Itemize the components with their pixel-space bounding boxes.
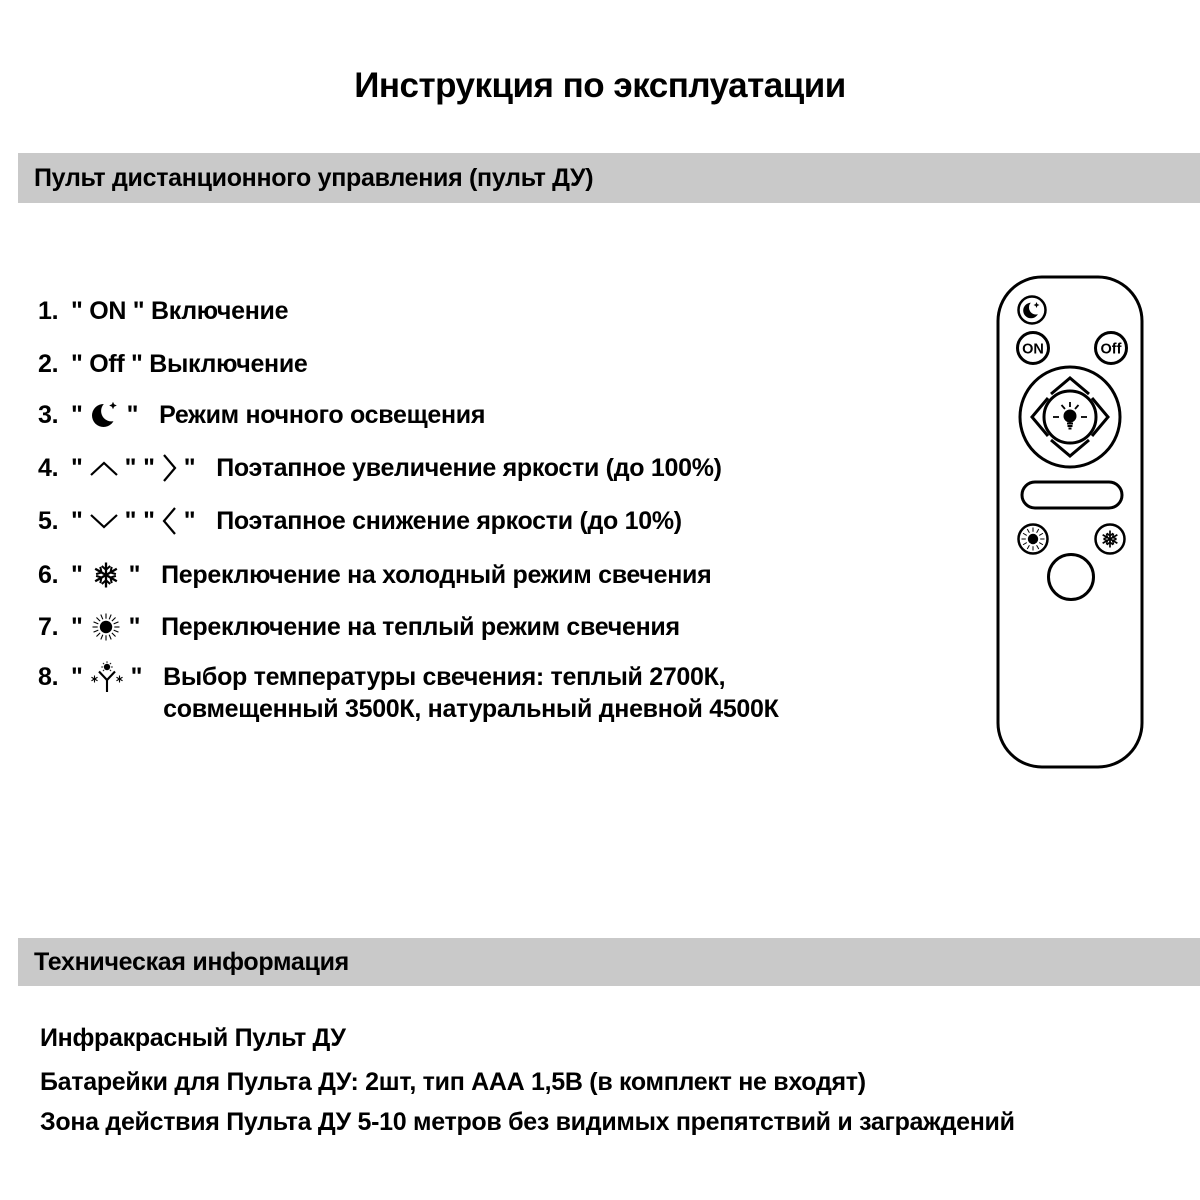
list-item-off [38, 346, 308, 382]
remote-off-button [1096, 333, 1127, 364]
color-temperature-icon [90, 661, 124, 695]
item-number: 4. [38, 453, 59, 482]
list-item-brightness-up [38, 450, 722, 486]
quote-mark: " [128, 612, 141, 641]
item-text-line1: Выбор температуры свечения: теплый 2700К, [163, 663, 726, 691]
quote-mark: " [126, 400, 139, 429]
tech-info-line: Батарейки для Пульта ДУ: 2шт, тип ААА 1,5В (в комплект не входят) [40, 1068, 866, 1096]
section-header-tech-label: Техническая информация [34, 947, 349, 976]
chevron-up-icon [89, 460, 119, 477]
remote-warm-button [1019, 525, 1048, 554]
remote-illustration [985, 265, 1160, 795]
remote-cold-button [1096, 525, 1125, 554]
remote-off-label: Off [1100, 341, 1122, 358]
list-item-on [38, 293, 288, 329]
snowflake-icon [1103, 531, 1118, 548]
item-number: 5. [38, 506, 59, 535]
item-number: 8. [38, 663, 59, 691]
chevron-down-icon [89, 513, 119, 530]
quote-mark: " [130, 663, 143, 691]
light-bulb-icon [1053, 402, 1087, 429]
item-text: Переключение на теплый режим свечения [161, 612, 680, 641]
page-title: Инструкция по эксплуатации [354, 66, 846, 105]
item-text: Поэтапное снижение яркости (до 10%) [216, 506, 682, 535]
tech-info-line: Зона действия Пульта ДУ 5-10 метров без видимых препятствий и заграждений [40, 1108, 1015, 1136]
quote-mark: " [128, 560, 141, 589]
remote-night-button [1019, 297, 1046, 324]
chevron-left-icon [1032, 398, 1048, 436]
sun-icon [90, 611, 122, 643]
item-text: Режим ночного освещения [159, 400, 486, 429]
item-text: Переключение на холодный режим свечения [161, 560, 712, 589]
section-header-tech [18, 938, 1200, 986]
item-number: 7. [38, 612, 59, 641]
list-item-cold-mode [38, 557, 711, 593]
quote-mark: " [124, 453, 137, 482]
quote-mark: " [71, 612, 83, 641]
tech-info-line: Инфракрасный Пульт ДУ [40, 1024, 346, 1052]
remote-pill-button [1022, 482, 1122, 508]
moon-star-icon [90, 399, 120, 431]
remote-dpad [1020, 367, 1120, 467]
snowflake-icon [90, 559, 122, 591]
item-number: 6. [38, 560, 59, 589]
section-header-remote-label: Пульт дистанционного управления (пульт ДУ) [34, 163, 594, 192]
item-text: " ON " Включение [71, 296, 289, 325]
remote-round-button [1049, 555, 1094, 600]
quote-mark: " [71, 560, 83, 589]
quote-mark: " [71, 400, 83, 429]
list-item-color-temperature [38, 661, 779, 733]
chevron-right-icon [1092, 398, 1108, 436]
list-item-warm-mode [38, 609, 680, 645]
sun-icon [1022, 528, 1045, 551]
quote-mark: " [143, 453, 155, 482]
item-number: 2. [38, 349, 59, 378]
chevron-right-icon [161, 453, 178, 483]
remote-on-label: ON [1022, 341, 1044, 358]
item-text-line2: совмещенный 3500К, натуральный дневной 4500К [163, 695, 779, 723]
quote-mark: " [183, 506, 196, 535]
item-text: Поэтапное увеличение яркости (до 100%) [216, 453, 722, 482]
item-number: 1. [38, 296, 59, 325]
section-header-remote [18, 153, 1200, 203]
quote-mark: " [143, 506, 155, 535]
quote-mark: " [71, 506, 83, 535]
quote-mark: " [71, 663, 83, 691]
item-number: 3. [38, 400, 59, 429]
quote-mark: " [124, 506, 137, 535]
list-item-night-mode [38, 397, 485, 433]
quote-mark: " [71, 453, 83, 482]
quote-mark: " [183, 453, 196, 482]
chevron-left-icon [161, 506, 178, 536]
remote-on-button [1018, 333, 1049, 364]
item-text: " Off " Выключение [71, 349, 308, 378]
list-item-brightness-down [38, 503, 682, 539]
